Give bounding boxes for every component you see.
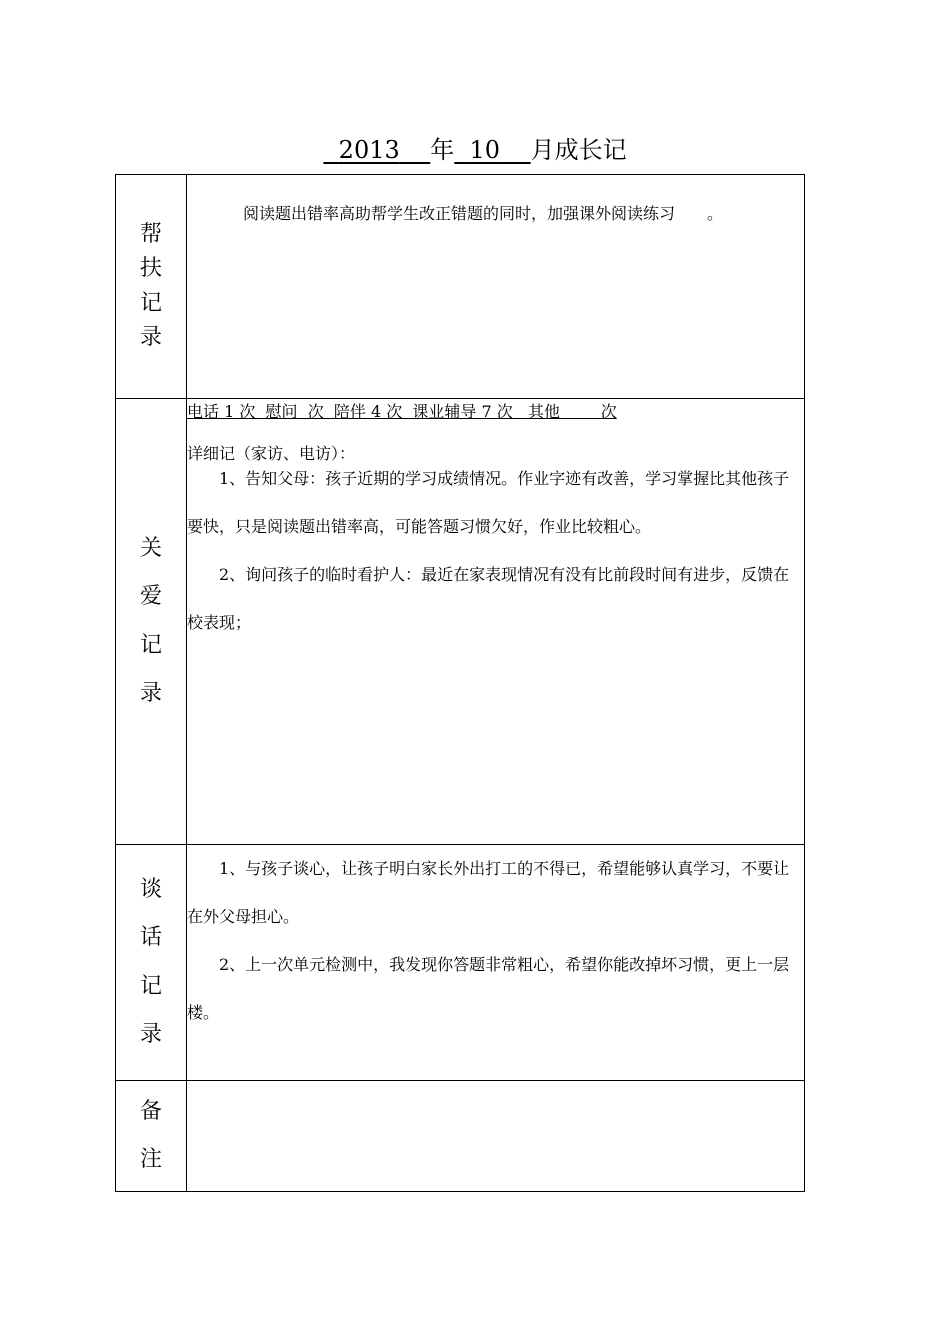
talk-paragraph-1: 1、与孩子谈心，让孩子明白家长外出打工的不得已，希望能够认真学习，不要让在外父母担心。 <box>187 859 790 926</box>
care-detail-label: 详细记（家访、电访）： <box>187 444 356 463</box>
title-month-blank <box>454 136 530 164</box>
talk-label: 谈话记录 <box>139 876 162 1047</box>
title-year-blank <box>323 136 430 164</box>
talk-row <box>116 845 805 1081</box>
care-stats-line: 电话 1 次 慰问 次 陪伴 4 次 课业辅导 7 次 其他 次 <box>187 402 617 421</box>
help-label: 帮扶记录 <box>139 222 162 350</box>
notes-label: 备注 <box>139 1098 162 1172</box>
care-paragraph-2: 2、询问孩子的临时看护人：最近在家表现情况有没有比前段时间有进步，反馈在校表现； <box>187 565 790 632</box>
title-month: 10 <box>469 136 501 164</box>
care-label-cell <box>116 399 187 845</box>
talk-paragraph-2: 2、上一次单元检测中，我发现你答题非常粗心，希望你能改掉坏习惯，更上一层楼。 <box>187 955 790 1022</box>
title-year-suffix: 年 <box>430 136 455 164</box>
care-content-cell <box>187 399 805 845</box>
talk-content-cell <box>187 845 805 1081</box>
title-year: 2013 <box>338 136 400 164</box>
notes-label-cell <box>116 1081 187 1192</box>
help-label-cell <box>116 175 187 399</box>
page-title <box>0 130 950 165</box>
care-row <box>116 399 805 845</box>
title-month-suffix: 月成长记 <box>530 136 627 164</box>
notes-content-cell <box>187 1081 805 1192</box>
help-content-cell <box>187 175 805 399</box>
notes-row <box>116 1081 805 1192</box>
care-label: 关爱记录 <box>139 535 162 706</box>
care-paragraph-1: 1、告知父母：孩子近期的学习成绩情况。作业字迹有改善，学习掌握比其他孩子要快，只是阅读题出错率高，可能答题习惯欠好，作业比较粗心。 <box>187 469 790 536</box>
help-content: 阅读题出错率高助帮学生改正错题的同时，加强课外阅读练习 。 <box>243 204 724 223</box>
talk-label-cell <box>116 845 187 1081</box>
help-row <box>116 175 805 399</box>
record-table <box>115 174 805 1192</box>
